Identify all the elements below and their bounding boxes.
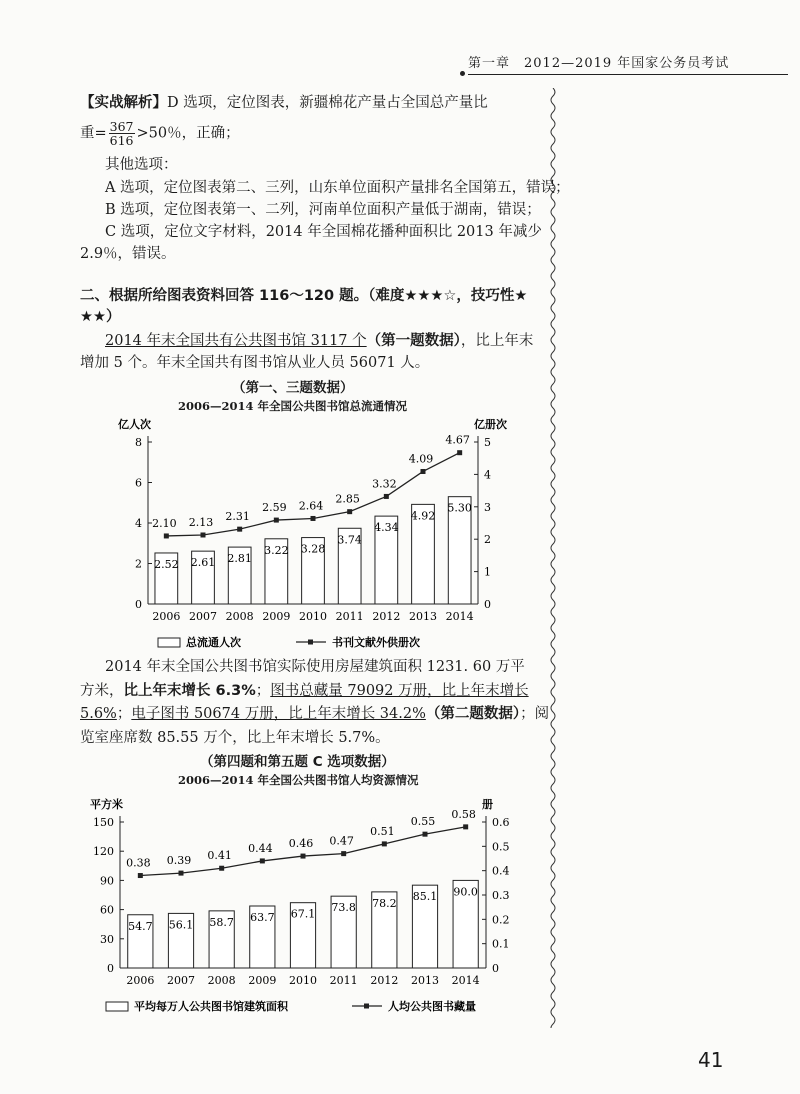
line-value-label: 2.64 xyxy=(298,499,324,513)
analysis-line2-suffix: >50％，正确； xyxy=(136,125,240,142)
para2-line1: 2014 年末全国公共图书馆实际使用房屋建筑面积 1231. 60 万平 xyxy=(105,659,525,675)
para2-line3 xyxy=(80,703,550,725)
y-left-tick-label: 30 xyxy=(100,932,114,946)
line-value-label: 2.31 xyxy=(225,510,250,524)
y-left-axis-label: 平方米 xyxy=(90,798,123,811)
option-a: A 选项，定位图表第二、三列，山东单位面积产量排名全国第五，错误； xyxy=(105,180,570,196)
chart1-caption: （第一、三题数据） xyxy=(232,380,354,396)
analysis-line1-text: D 选项，定位图表，新疆棉花产量占全国总产量比 xyxy=(167,95,488,111)
x-tick-label: 2011 xyxy=(335,610,364,623)
x-tick-label: 2013 xyxy=(409,610,437,623)
bar-value-label: 63.7 xyxy=(250,910,275,924)
para2-line4: 览室座席数 85.55 万个，比上年末增长 5.7%。 xyxy=(80,730,390,746)
legend-bar-swatch xyxy=(158,638,180,647)
legend-line-marker xyxy=(364,1004,369,1009)
line-value-label: 0.55 xyxy=(410,815,436,829)
chart2-caption: （第四题和第五题 C 选项数据） xyxy=(200,754,395,770)
para1-bold: （第一题数据） xyxy=(366,333,461,349)
analysis-line-2 xyxy=(80,120,550,147)
bar-value-label: 3.74 xyxy=(337,533,362,547)
legend-line-label: 人均公共图书藏量 xyxy=(388,1000,476,1013)
x-tick-label: 2008 xyxy=(225,610,254,623)
para1-underlined: 2014 年末全国共有公共图书馆 3117 个 xyxy=(105,333,367,349)
bar-value-label: 3.22 xyxy=(264,543,289,557)
bar-value-label: 90.0 xyxy=(453,885,478,899)
para1-rest: ，比上年末 xyxy=(460,333,534,349)
line-value-label: 0.51 xyxy=(370,824,395,838)
y-right-tick-label: 2 xyxy=(484,533,491,547)
analysis-line-1 xyxy=(80,92,550,114)
para2-l2c: ； xyxy=(255,683,271,699)
para2-l2a: 方米， xyxy=(80,683,124,699)
line-value-label: 4.09 xyxy=(408,452,434,466)
bar-value-label: 54.7 xyxy=(128,919,153,933)
para2-l2b: 比上年末增长 6.3% xyxy=(123,683,256,699)
line-point xyxy=(423,832,428,837)
line-value-label: 0.47 xyxy=(329,834,354,848)
bar-value-label: 67.1 xyxy=(290,907,316,921)
bar-value-label: 2.61 xyxy=(190,556,216,570)
fraction-denominator: 616 xyxy=(109,133,134,148)
bar-value-label: 78.2 xyxy=(372,896,397,910)
bar-value-label: 4.34 xyxy=(374,521,399,535)
legend-line-label: 书刊文献外供册次 xyxy=(332,636,420,649)
line-point xyxy=(301,854,306,859)
x-tick-label: 2011 xyxy=(329,974,358,987)
option-c-line1: C 选项，定位文字材料，2014 年全国棉花播种面积比 2013 年减少 xyxy=(105,224,542,240)
line-point xyxy=(384,494,389,499)
x-tick-label: 2009 xyxy=(262,610,291,623)
x-tick-label: 2010 xyxy=(289,974,317,987)
line-point xyxy=(179,871,184,876)
bar-value-label: 56.1 xyxy=(168,918,194,932)
line-point xyxy=(219,866,224,871)
y-right-axis-label: 亿册次 xyxy=(474,418,507,431)
line-value-label: 4.67 xyxy=(445,433,470,447)
line-point xyxy=(274,518,279,523)
para2-line2 xyxy=(80,680,550,702)
line-value-label: 0.38 xyxy=(126,856,151,870)
option-c-line2: 2.9％，错误。 xyxy=(80,246,176,262)
y-left-tick-label: 150 xyxy=(93,816,114,829)
fraction xyxy=(109,120,135,147)
fraction-numerator: 367 xyxy=(109,119,134,134)
line-point xyxy=(260,858,265,863)
y-right-tick-label: 0 xyxy=(492,962,499,975)
x-tick-label: 2008 xyxy=(207,974,236,987)
x-tick-label: 2007 xyxy=(189,610,217,623)
y-right-tick-label: 3 xyxy=(484,500,491,514)
y-right-tick-label: 0.1 xyxy=(492,937,510,951)
para1-line1 xyxy=(105,330,575,352)
y-right-tick-label: 0.3 xyxy=(492,889,510,902)
legend-bar-swatch xyxy=(106,1002,128,1011)
bar-value-label: 2.52 xyxy=(154,557,179,571)
y-right-tick-label: 0 xyxy=(484,598,491,611)
series-line xyxy=(140,824,465,876)
y-right-tick-label: 5 xyxy=(484,436,491,449)
y-left-tick-label: 0 xyxy=(107,962,114,975)
option-b: B 选项，定位图表第一、二列，河南单位面积产量低于湖南，错误； xyxy=(105,202,541,218)
x-tick-label: 2012 xyxy=(370,974,399,987)
para1-line2: 增加 5 个。年末全国共有图书馆从业人员 56071 人。 xyxy=(80,355,430,371)
y-right-tick-label: 4 xyxy=(484,468,491,482)
x-tick-label: 2014 xyxy=(451,974,480,987)
line-point xyxy=(457,450,462,455)
line-point xyxy=(382,841,387,846)
para2-l3a: 5.6% xyxy=(80,706,117,722)
y-left-tick-label: 90 xyxy=(100,874,114,888)
line-point xyxy=(237,527,242,532)
header-text: 第一章 2012—2019 年国家公务员考试 xyxy=(468,56,730,71)
line-point xyxy=(421,469,426,474)
section-title-line2: ★★） xyxy=(80,309,121,325)
x-tick-label: 2013 xyxy=(411,974,439,987)
chart1-title: 2006—2014 年全国公共图书馆总流通情况 xyxy=(178,399,408,413)
line-value-label: 2.59 xyxy=(262,501,287,515)
bar-value-label: 2.81 xyxy=(227,552,252,566)
line-value-label: 3.32 xyxy=(372,477,397,491)
section-title-line1: 二、根据所给图表资料回答 116～120 题。（难度★★★☆，技巧性★ xyxy=(80,288,528,304)
y-right-tick-label: 0.4 xyxy=(492,864,510,878)
legend-bar-label: 平均每万人公共图书馆建筑面积 xyxy=(134,1000,288,1013)
line-point xyxy=(164,533,169,538)
y-right-tick-label: 1 xyxy=(484,565,491,579)
y-left-tick-label: 6 xyxy=(135,476,142,490)
bar-value-label: 4.92 xyxy=(410,509,436,523)
line-value-label: 2.13 xyxy=(188,515,214,529)
y-left-tick-label: 0 xyxy=(135,598,142,611)
legend-line-marker xyxy=(308,640,313,645)
y-right-axis-label: 册 xyxy=(482,798,493,811)
y-right-tick-label: 0.2 xyxy=(492,913,510,927)
para2-l3b: ； xyxy=(116,706,132,722)
chart1-svg xyxy=(100,418,520,650)
bar-value-label: 73.8 xyxy=(331,901,356,915)
y-left-tick-label: 120 xyxy=(93,845,114,859)
x-tick-label: 2012 xyxy=(372,610,401,623)
line-value-label: 0.44 xyxy=(248,841,273,855)
bar-value-label: 58.7 xyxy=(209,915,234,929)
para2-l2d: 图书总藏量 79092 万册，比上年末增长 xyxy=(270,683,529,699)
chart2-svg xyxy=(78,792,538,1026)
y-right-tick-label: 0.6 xyxy=(492,816,510,829)
line-point xyxy=(201,532,206,537)
y-left-axis-label: 亿人次 xyxy=(118,418,151,431)
y-left-tick-label: 8 xyxy=(135,436,142,449)
line-point xyxy=(463,824,468,829)
para2-l3d: （第二题数据） xyxy=(425,706,521,722)
y-left-tick-label: 60 xyxy=(100,903,114,917)
bar-value-label: 3.28 xyxy=(300,542,326,556)
analysis-line2-prefix: 重= xyxy=(80,125,107,142)
line-value-label: 0.39 xyxy=(166,854,192,868)
line-value-label: 2.85 xyxy=(335,492,360,506)
para2-l3c: 电子图书 50674 万册，比上年末增长 34.2% xyxy=(131,706,426,722)
line-value-label: 0.46 xyxy=(288,837,314,851)
line-value-label: 2.10 xyxy=(152,516,177,530)
line-value-label: 0.41 xyxy=(207,849,232,863)
line-point xyxy=(138,873,143,878)
line-point xyxy=(311,516,316,521)
x-tick-label: 2014 xyxy=(445,610,474,623)
line-point xyxy=(347,509,352,514)
x-tick-label: 2006 xyxy=(126,974,155,987)
para2-l3e: ；阅 xyxy=(520,706,550,722)
chart2-title: 2006—2014 年全国公共图书馆人均资源情况 xyxy=(178,773,419,787)
page-number: 41 xyxy=(698,1048,724,1072)
y-left-tick-label: 2 xyxy=(135,557,142,571)
bar-value-label: 5.30 xyxy=(447,501,472,515)
y-right-tick-label: 0.5 xyxy=(492,840,510,854)
other-options-heading: 其他选项： xyxy=(105,157,178,173)
x-tick-label: 2007 xyxy=(167,974,195,987)
x-tick-label: 2009 xyxy=(248,974,277,987)
line-value-label: 0.58 xyxy=(451,807,476,821)
y-left-tick-label: 4 xyxy=(135,517,142,530)
x-tick-label: 2006 xyxy=(152,610,181,623)
analysis-label: 【实战解析】 xyxy=(80,95,167,111)
bar-value-label: 85.1 xyxy=(412,890,438,904)
line-point xyxy=(341,851,346,856)
legend-bar-label: 总流通人次 xyxy=(186,636,241,649)
x-tick-label: 2010 xyxy=(299,610,327,623)
